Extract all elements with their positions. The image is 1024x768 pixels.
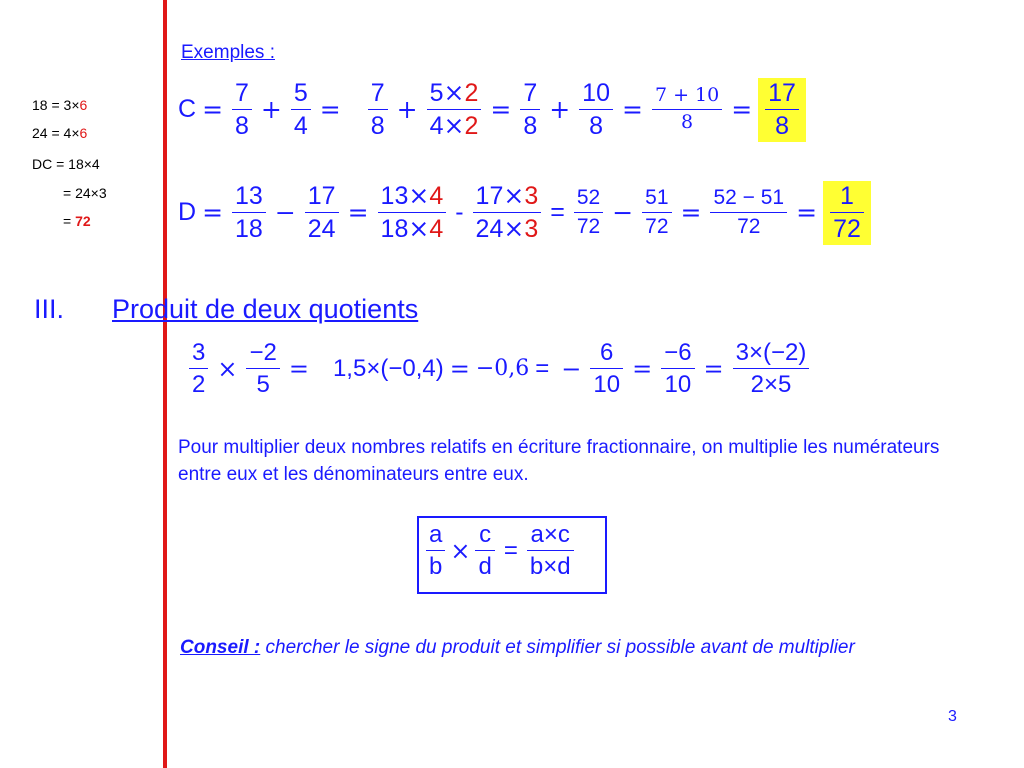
margin-line xyxy=(163,0,167,768)
rule-text: Pour multiplier deux nombres relatifs en écriture fractionnaire, on multiplie les numérateurs entre eux et les dénominateurs entre eux. xyxy=(178,437,940,485)
label-d: D xyxy=(178,198,197,227)
conseil xyxy=(180,634,1000,661)
section-title: Produit de deux quotients xyxy=(112,294,419,324)
product-equation: $\frac{3}{2}$ × $\frac{-2}{5}$ = 1,5×(−0,4) = −0,6 = − $\frac{6}{10}$ = $\frac{-6}{10}$ = $\frac{3\times(-2)}{2\times 5}$ xyxy=(186,340,812,397)
formula-box: $\frac{a}{b}$ × $\frac{c}{d}$ = $\frac{a\times c}{b\times d}$ xyxy=(417,516,607,594)
page-number: 3 xyxy=(948,708,957,725)
result-c: $\frac{17}{8}$ xyxy=(758,78,806,142)
examples-title: Exemples : xyxy=(181,42,275,63)
section-number: III. xyxy=(34,294,65,324)
equation-d: D = $\frac{13}{18}$ − $\frac{17}{24}$ = $\frac{13\times 4}{18\times 4}$ - $\frac{17\times 3}{24\times 3}$ = $\frac{52}{72}$ − $\frac{51}{72}$ = $\frac{52 - 51}{72}$ = $\frac{1}{72}$ xyxy=(178,181,871,245)
conseil-text: chercher le signe du produit et simplifier si possible avant de multiplier xyxy=(265,637,855,658)
note-line-3: DC = 18×4 xyxy=(32,156,100,172)
label-c: C xyxy=(178,95,197,124)
equation-c: C = $\frac{7}{8}$ + $\frac{5}{4}$ = $\frac{7}{8}$ + $\frac{5\times 2}{4\times 2}$ = $\frac{7}{8}$ + $\frac{10}{8}$ = $\frac{7 + 10}{8}$ = $\frac{17}{8}$ xyxy=(178,78,806,142)
note-line-4: = 24×3 xyxy=(63,185,107,201)
note-line-1: 18 = 3×6 xyxy=(32,97,88,113)
result-d: $\frac{1}{72}$ xyxy=(823,181,871,245)
conseil-label: Conseil : xyxy=(180,637,261,658)
note-line-5: = 72 xyxy=(63,213,91,229)
note-line-2: 24 = 4×6 xyxy=(32,125,88,141)
